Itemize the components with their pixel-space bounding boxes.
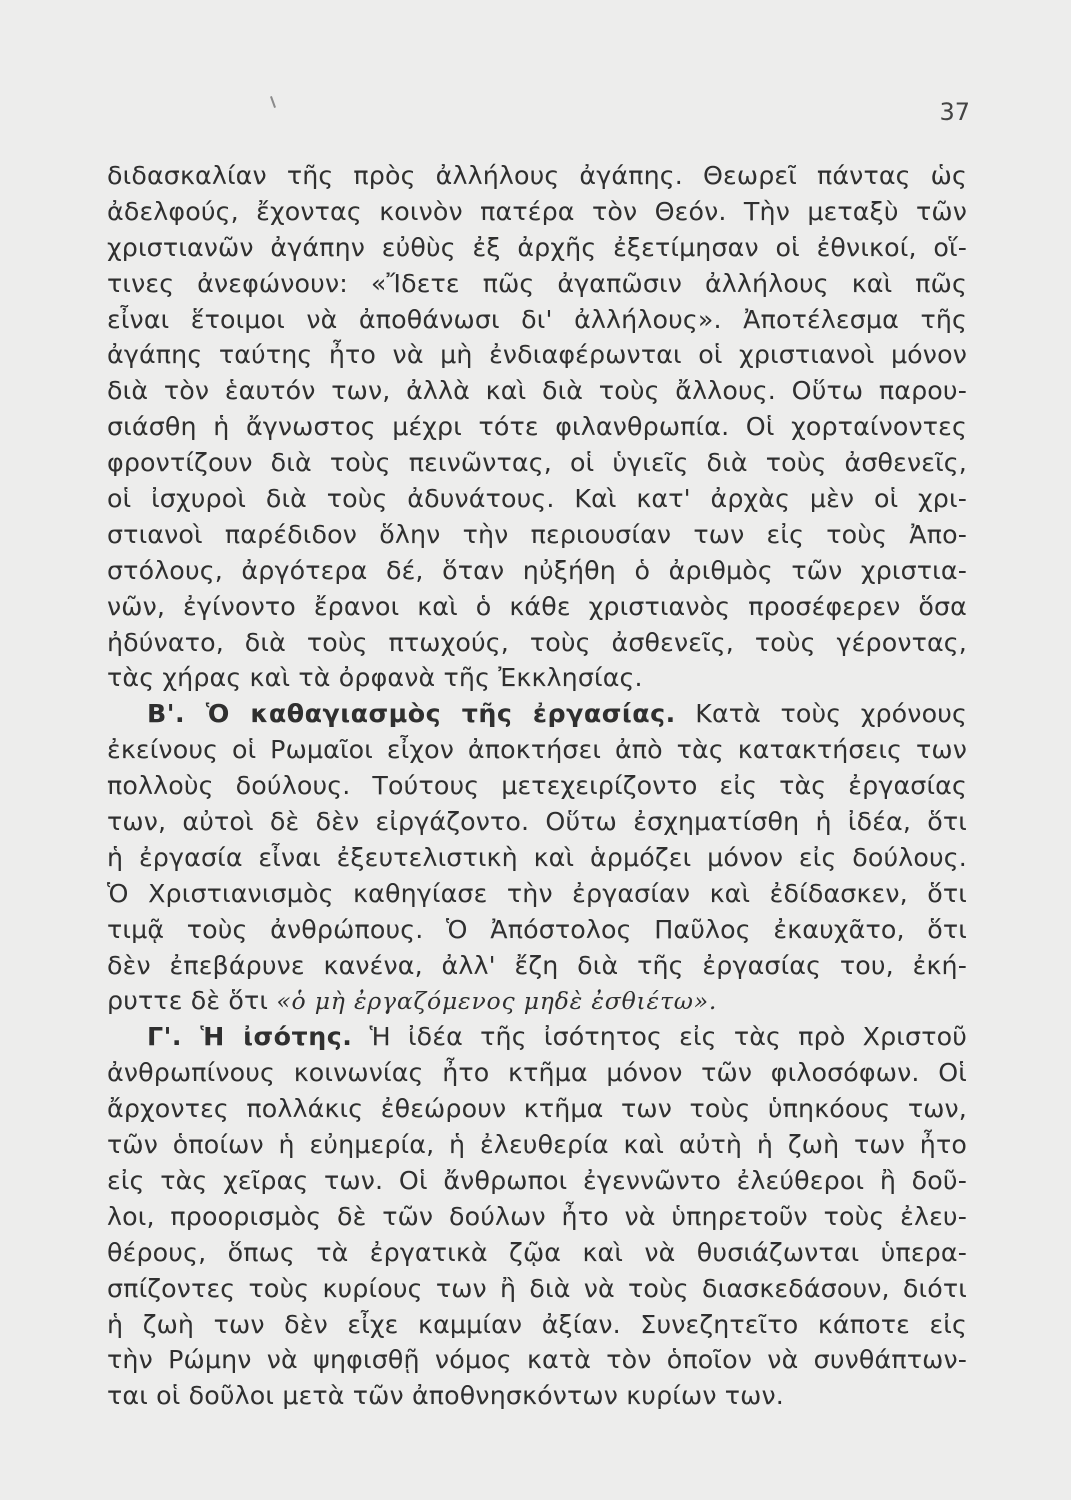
section-c-text: Ἡ ἰδέα τῆς ἰσότητος εἰς τὰς πρὸ Χριστοῦ: [369, 1022, 967, 1052]
text-line: χριστιανῶν ἀγάπην εὐθὺς ἐξ ἀρχῆς ἐξετίμησαν οἱ ἐθνικοί, οἵ-: [107, 232, 967, 262]
text-line: ἀνθρωπίνους κοινωνίας ἦτο κτῆμα μόνον τῶν φιλοσόφων. Οἱ: [107, 1058, 967, 1088]
text-line: θέρους, ὅπως τὰ ἐργατικὰ ζῷα καὶ νὰ θυσιάζωνται ὑπερα-: [107, 1237, 967, 1267]
text-line: ἡ ζωὴ των δὲν εἶχε καμμίαν ἀξίαν. Συνεζητεῖτο κάποτε εἰς: [107, 1309, 967, 1339]
section-c-line: [107, 1019, 967, 1055]
text-line: στιανοὶ παρέδιδον ὅλην τὴν περιουσίαν των εἰς τοὺς Ἀπο-: [107, 519, 967, 549]
text-line: πολλοὺς δούλους. Τούτους μετεχειρίζοντο εἰς τὰς ἐργασίας: [107, 771, 967, 801]
text-line: διὰ τὸν ἑαυτόν των, ἀλλὰ καὶ διὰ τοὺς ἄλλους. Οὕτω παρου-: [107, 376, 967, 406]
page-number: 37: [939, 98, 970, 126]
text-line: τὴν Ρώμην νὰ ψηφισθῇ νόμος κατὰ τὸν ὁποῖον νὰ συνθάπτων-: [107, 1345, 967, 1375]
text-line: εἰς τὰς χεῖρας των. Οἱ ἄνθρωποι ἐγεννῶντο ἐλεύθεροι ἢ δοῦ-: [107, 1165, 967, 1195]
text-line: των, αὐτοὶ δὲ δὲν εἰργάζοντο. Οὕτω ἐσχηματίσθη ἡ ἰδέα, ὅτι: [107, 807, 967, 837]
section-c-heading: Γ'. Ἡ ἰσότης.: [147, 1022, 353, 1052]
text-line-last: τὰς χήρας καὶ τὰ ὀρφανὰ τῆς Ἐκκλησίας.: [107, 663, 643, 693]
body-text: [107, 158, 967, 1414]
text-line: εἶναι ἕτοιμοι νὰ ἀποθάνωσι δι' ἀλλήλους». Ἀποτέλεσμα τῆς: [107, 304, 967, 334]
section-b-text: Κατὰ τοὺς χρόνους: [695, 699, 967, 729]
text-line: νῶν, ἐγίνοντο ἔρανοι καὶ ὁ κάθε χριστιανὸς προσέφερεν ὅσα: [107, 591, 967, 621]
text-line: ἠδύνατο, διὰ τοὺς πτωχούς, τοὺς ἀσθενεῖς, τοὺς γέροντας,: [107, 627, 967, 657]
text-line-last: ται οἱ δοῦλοι μετὰ τῶν ἀποθνησκόντων κυρίων των.: [107, 1381, 784, 1411]
text-line: Ὁ Χριστιανισμὸς καθηγίασε τὴν ἐργασίαν καὶ ἐδίδασκεν, ὅτι: [107, 878, 967, 908]
text-line: ἡ ἐργασία εἶναι ἐξευτελιστικὴ καὶ ἁρμόζει μόνον εἰς δούλους.: [107, 842, 967, 872]
text-line: διδασκαλίαν τῆς πρὸς ἀλλήλους ἀγάπης. Θεωρεῖ πάντας ὡς: [107, 161, 967, 190]
text-line: δὲν ἐπεβάρυνε κανένα, ἀλλ' ἔζη διὰ τῆς ἐργασίας του, ἐκή-: [107, 950, 967, 980]
text-line: στόλους, ἀργότερα δέ, ὅταν ηὐξήθη ὁ ἀριθμὸς τῶν χριστια-: [107, 555, 967, 585]
quote-line: [107, 983, 967, 1019]
quote-lead-text: ρυττε δὲ ὅτι: [107, 986, 269, 1016]
text-line: ἀγάπης ταύτης ἦτο νὰ μὴ ἐνδιαφέρωνται οἱ χριστιανοὶ μόνον: [107, 340, 967, 370]
text-line: ἄρχοντες πολλάκις ἐθεώρουν κτῆμα των τοὺς ὑπηκόους των,: [107, 1094, 967, 1124]
text-line: ἀδελφούς, ἔχοντας κοινὸν πατέρα τὸν Θεόν. Τὴν μεταξὺ τῶν: [107, 196, 967, 226]
text-line: λοι, προορισμὸς δὲ τῶν δούλων ἦτο νὰ ὑπηρετοῦν τοὺς ἐλευ-: [107, 1201, 967, 1231]
section-b-heading: Β'. Ὁ καθαγιασμὸς τῆς ἐργασίας.: [147, 699, 676, 729]
text-line: ἐκείνους οἱ Ρωμαῖοι εἶχον ἀποκτήσει ἀπὸ τὰς κατακτήσεις των: [107, 735, 967, 765]
text-line: φροντίζουν διὰ τοὺς πεινῶντας, οἱ ὑγιεῖς διὰ τοὺς ἀσθενεῖς,: [107, 448, 967, 478]
text-line: τῶν ὁποίων ἡ εὐημερία, ἡ ἐλευθερία καὶ αὐτὴ ἡ ζωὴ των ἦτο: [107, 1130, 967, 1160]
text-line: οἱ ἰσχυροὶ διὰ τοὺς ἀδυνάτους. Καὶ κατ' ἀρχὰς μὲν οἱ χρι-: [107, 484, 967, 514]
text-line: τιμᾷ τοὺς ἀνθρώπους. Ὁ Ἀπόστολος Παῦλος ἐκαυχᾶτο, ὅτι: [107, 914, 967, 944]
stray-ink-mark: [270, 96, 276, 108]
section-b-line: [107, 696, 967, 732]
text-line: τινες ἀνεφώνουν: «Ἴδετε πῶς ἀγαπῶσιν ἀλλήλους καὶ πῶς: [107, 268, 967, 298]
scripture-quote: «ὁ μὴ ἐργαζόμενος μηδὲ ἐσθιέτω».: [276, 987, 718, 1016]
text-line: σπίζοντες τοὺς κυρίους των ἢ διὰ νὰ τοὺς διασκεδάσουν, διότι: [107, 1273, 967, 1303]
text-line: σιάσθη ἡ ἄγνωστος μέχρι τότε φιλανθρωπία. Οἱ χορταίνοντες: [107, 412, 967, 442]
